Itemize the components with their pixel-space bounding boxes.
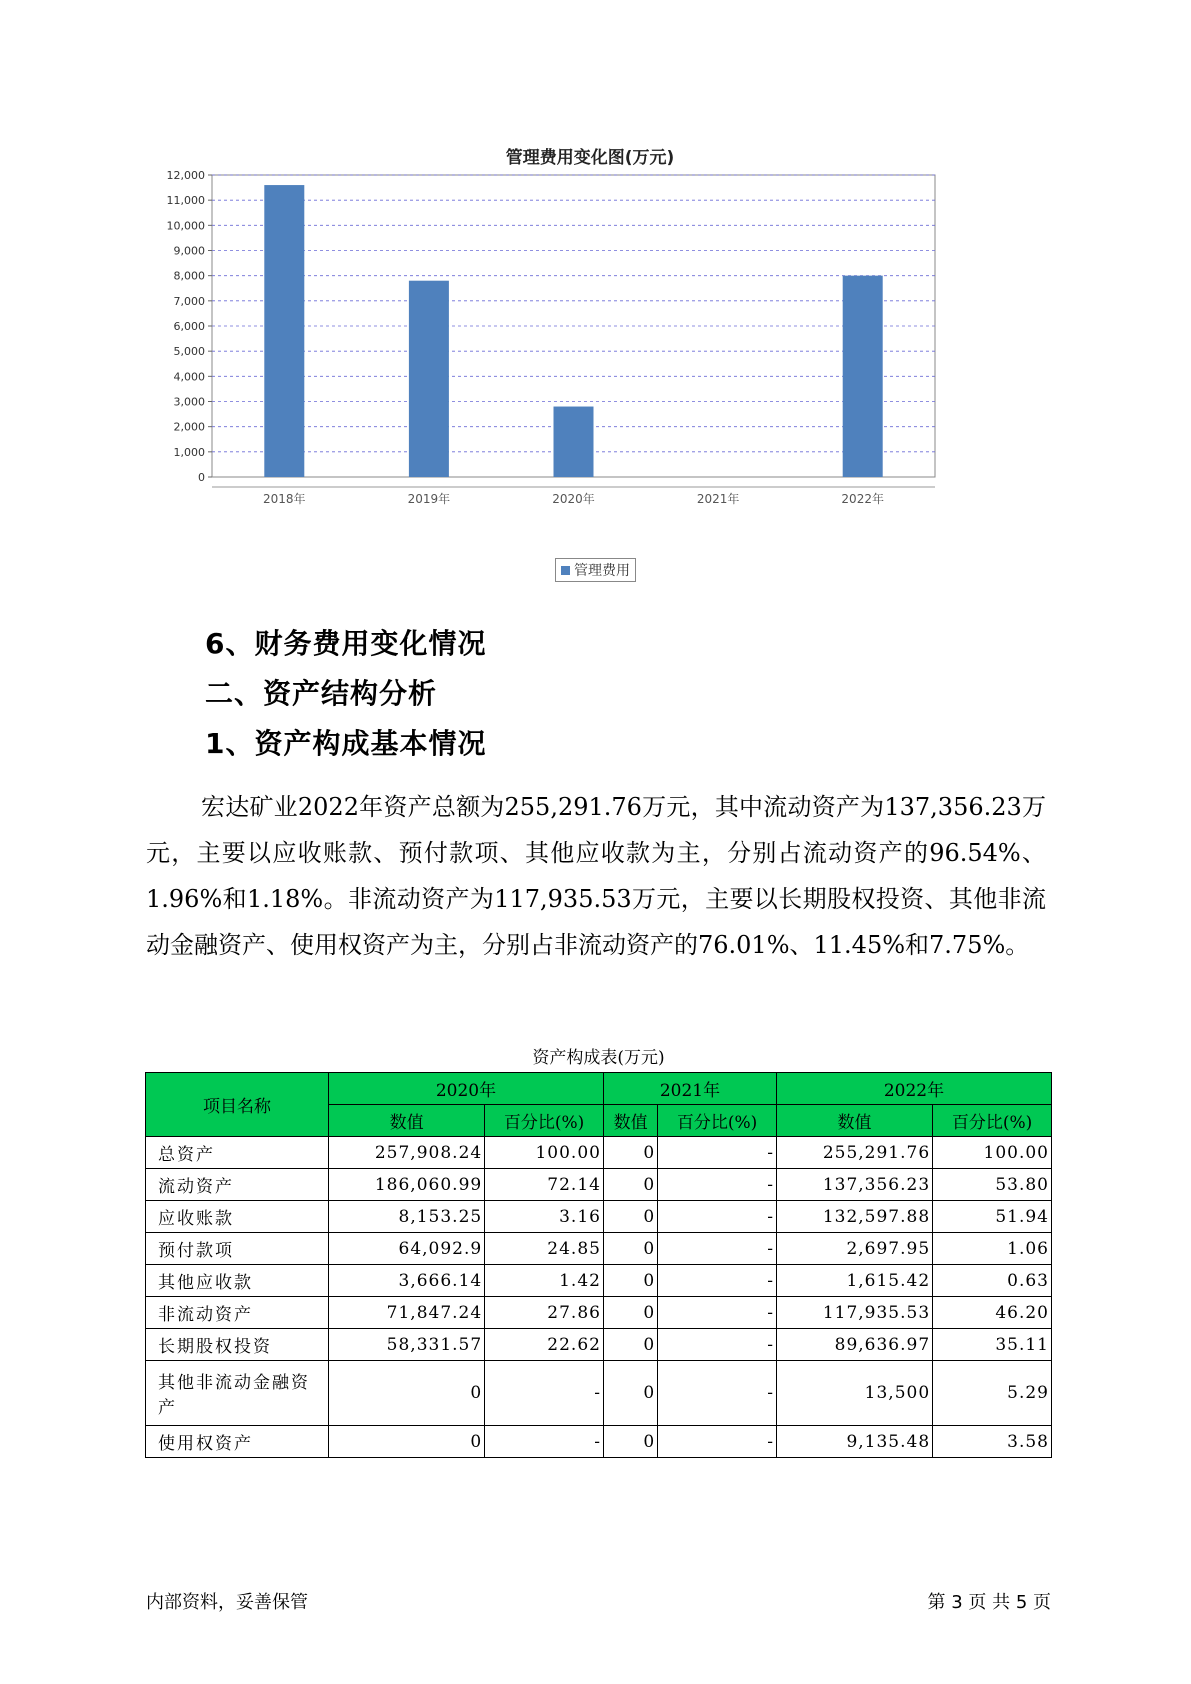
- table-row: [146, 1265, 1052, 1297]
- table-row: [146, 1329, 1052, 1361]
- cell: 0: [603, 1297, 657, 1329]
- x-tick-label: 2021年: [696, 492, 740, 506]
- cell: 1,615.42: [776, 1265, 932, 1297]
- x-tick-label: 2018年: [263, 492, 306, 506]
- header-year-2022: 2022年: [776, 1073, 1051, 1105]
- cell: 100.00: [485, 1137, 604, 1169]
- y-tick-label: 12,000: [166, 169, 205, 182]
- cell: 2,697.95: [776, 1233, 932, 1265]
- header-item-name: 项目名称: [146, 1073, 329, 1137]
- header-year-2021: 2021年: [603, 1073, 776, 1105]
- row-name: 使用权资产: [146, 1426, 329, 1458]
- x-tick-label: 2022年: [841, 492, 884, 506]
- section-heading-asset-composition: 1、资产构成基本情况: [205, 727, 487, 760]
- cell: 0: [603, 1169, 657, 1201]
- y-tick-label: 3,000: [173, 395, 205, 409]
- cell: 137,356.23: [776, 1169, 932, 1201]
- table-row: [146, 1201, 1052, 1233]
- y-tick-label: 10,000: [166, 219, 205, 233]
- cell: 1.06: [933, 1233, 1052, 1265]
- cell: -: [658, 1233, 777, 1265]
- cell: 132,597.88: [776, 1201, 932, 1233]
- cell: 8,153.25: [329, 1201, 485, 1233]
- cell: -: [658, 1137, 777, 1169]
- cell: 58,331.57: [329, 1329, 485, 1361]
- header-percent: 百分比(%): [933, 1105, 1052, 1137]
- table-row: [146, 1297, 1052, 1329]
- chart-title: 管理费用变化图(万元): [505, 148, 675, 168]
- management-expense-chart: [150, 135, 1030, 595]
- cell: 255,291.76: [776, 1137, 932, 1169]
- header-percent: 百分比(%): [485, 1105, 604, 1137]
- cell: -: [658, 1201, 777, 1233]
- chart-canvas: [150, 135, 1030, 595]
- header-value: 数值: [603, 1105, 657, 1137]
- header-value: 数值: [329, 1105, 485, 1137]
- cell: 0: [603, 1361, 657, 1426]
- row-name: 总资产: [146, 1137, 329, 1169]
- cell: 0.63: [933, 1265, 1052, 1297]
- y-tick-label: 0: [198, 471, 205, 484]
- cell: 89,636.97: [776, 1329, 932, 1361]
- asset-composition-table: [145, 1072, 1052, 1458]
- y-tick-label: 4,000: [173, 370, 205, 384]
- cell: -: [485, 1361, 604, 1426]
- table-row: [146, 1233, 1052, 1265]
- row-name: 流动资产: [146, 1169, 329, 1201]
- cell: -: [658, 1361, 777, 1426]
- legend-label: 管理费用: [574, 563, 630, 579]
- cell: 186,060.99: [329, 1169, 485, 1201]
- y-tick-label: 5,000: [173, 345, 205, 359]
- cell: -: [658, 1169, 777, 1201]
- section-heading-finance-expense: 6、财务费用变化情况: [205, 627, 487, 660]
- cell: -: [658, 1265, 777, 1297]
- cell: 0: [603, 1137, 657, 1169]
- cell: 13,500: [776, 1361, 932, 1426]
- bar-2020年: [554, 407, 594, 477]
- cell: -: [658, 1297, 777, 1329]
- table-body: [146, 1137, 1052, 1458]
- cell: 117,935.53: [776, 1297, 932, 1329]
- footer-confidential: 内部资料，妥善保管: [146, 1592, 308, 1613]
- row-name: 长期股权投资: [146, 1329, 329, 1361]
- cell: 3.58: [933, 1426, 1052, 1458]
- cell: 0: [329, 1426, 485, 1458]
- table-caption: 资产构成表(万元): [532, 1048, 665, 1068]
- table-row: [146, 1169, 1052, 1201]
- cell: 72.14: [485, 1169, 604, 1201]
- cell: -: [658, 1426, 777, 1458]
- bar-2018年: [264, 185, 304, 477]
- cell: 22.62: [485, 1329, 604, 1361]
- cell: 64,092.9: [329, 1233, 485, 1265]
- cell: 46.20: [933, 1297, 1052, 1329]
- cell: 9,135.48: [776, 1426, 932, 1458]
- cell: 53.80: [933, 1169, 1052, 1201]
- header-year-2020: 2020年: [329, 1073, 604, 1105]
- cell: 0: [603, 1265, 657, 1297]
- chart-legend: [555, 558, 636, 582]
- cell: 0: [603, 1233, 657, 1265]
- x-tick-label: 2019年: [407, 492, 451, 506]
- row-name: 应收账款: [146, 1201, 329, 1233]
- row-name: 非流动资产: [146, 1297, 329, 1329]
- cell: 257,908.24: [329, 1137, 485, 1169]
- cell: 35.11: [933, 1329, 1052, 1361]
- cell: 0: [329, 1361, 485, 1426]
- y-tick-label: 7,000: [173, 294, 205, 308]
- table-row: [146, 1361, 1052, 1426]
- y-tick-label: 11,000: [166, 194, 205, 208]
- cell: 27.86: [485, 1297, 604, 1329]
- asset-summary-paragraph: 宏达矿业2022年资产总额为255,291.76万元，其中流动资产为137,356.23万元，主要以应收账款、预付款项、其他应收款为主，分别占流动资产的96.54%、1.96%和1.18%。非流动资产为117,935.53万元，主要以长期股权投资、其他非流动金融资产、使用权资产为主，分别占非流动资产的76.01%、11.45%和7.75%。: [146, 793, 1046, 959]
- cell: 0: [603, 1201, 657, 1233]
- cell: 51.94: [933, 1201, 1052, 1233]
- row-name: 预付款项: [146, 1233, 329, 1265]
- row-name: 其他应收款: [146, 1265, 329, 1297]
- cell: 3.16: [485, 1201, 604, 1233]
- y-tick-label: 9,000: [173, 244, 205, 258]
- table-row: [146, 1137, 1052, 1169]
- cell: -: [658, 1329, 777, 1361]
- y-tick-label: 6,000: [173, 320, 205, 333]
- cell: 5.29: [933, 1361, 1052, 1426]
- cell: 1.42: [485, 1265, 604, 1297]
- y-tick-label: 8,000: [173, 269, 205, 283]
- y-tick-label: 1,000: [173, 445, 205, 459]
- row-name: 其他非流动金融资产: [146, 1361, 329, 1426]
- legend-swatch: [561, 566, 570, 575]
- cell: 100.00: [933, 1137, 1052, 1169]
- cell: 0: [603, 1426, 657, 1458]
- bar-2019年: [409, 281, 449, 477]
- cell: -: [485, 1426, 604, 1458]
- x-tick-label: 2020年: [552, 492, 595, 506]
- bar-2022年: [843, 276, 883, 477]
- cell: 71,847.24: [329, 1297, 485, 1329]
- table-header-row: [146, 1073, 1052, 1105]
- section-heading-asset-structure: 二、资产结构分析: [205, 677, 438, 710]
- header-value: 数值: [776, 1105, 932, 1137]
- y-tick-label: 2,000: [173, 420, 205, 434]
- cell: 3,666.14: [329, 1265, 485, 1297]
- cell: 0: [603, 1329, 657, 1361]
- table-row: [146, 1426, 1052, 1458]
- header-percent: 百分比(%): [658, 1105, 777, 1137]
- footer-page-number: 第 3 页 共 5 页: [927, 1592, 1051, 1613]
- cell: 24.85: [485, 1233, 604, 1265]
